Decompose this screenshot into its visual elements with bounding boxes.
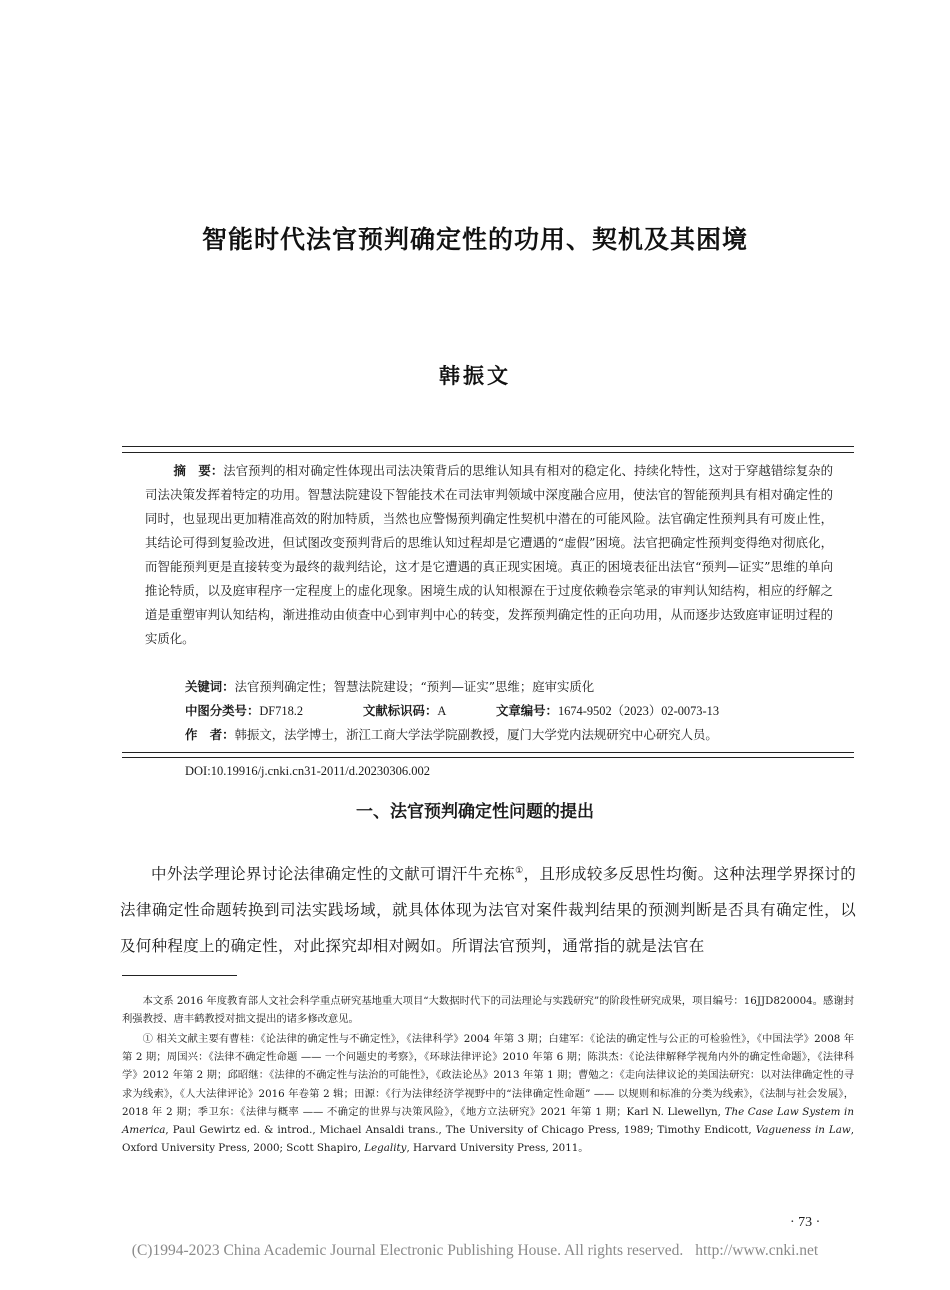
copyright-footer — [0, 1242, 950, 1260]
paper-title: 智能时代法官预判确定性的功用、契机及其困境 — [201, 225, 748, 254]
doc-code-label: 文献标识码： — [363, 703, 438, 718]
footnote-text: ① 相关文献主要有曹桂：《论法律的确定性与不确定性》，《法律科学》2004 年第 3 期；白建军：《论法的确定性与公正的可检验性》，《中国法学》2008 年第 2 期；周国兴：《法律不确定性命题 —— 一个问题史的考察》，《环球法律评论》2010 年第 6 期；陈洪杰：《论法律解释学视角内外的确定性命题》，《法律科学》2012 年第 2 期；邱昭继：《法律的不确定性与法治的可能性》，《政法论丛》2013 年第 1 期；曹勉之：《走向法律议论的美国法研究：以对法律确定性的寻求为线索》，《人大法律评论》2016 年卷第 2 辑；田源：《行为法律经济学视野中的“法律确定性命题” —— 以规则和标准的分类为线索》，《法制与社会发展》，2018 年 2 期；季卫东：《法律与概率 —— 不确定的世界与决策风险》，《地方立法研究》2021 年第 1 期；Karl N. Llewellyn, — [122, 1033, 854, 1118]
footnote-book-title: Vagueness in Law — [755, 1124, 851, 1137]
keywords — [185, 675, 594, 699]
footnote-book-title: The Case Law System in America — [122, 1105, 854, 1137]
doi: DOI:10.19916/j.cnki.cn31-2011/d.20230306.002 — [185, 764, 431, 778]
divider — [122, 452, 854, 453]
funding-note: 本文系 2016 年度教育部人文社会科学重点研究基地重大项目“大数据时代下的司法理论与实践研究”的阶段性研究成果，项目编号：16JJD820004。感谢封利强教授、唐丰鹤教授对拙文提出的诸多修改意见。 — [122, 995, 854, 1025]
footnote-text: , Harvard University Press, 2011。 — [406, 1142, 589, 1155]
footnote-divider — [122, 975, 237, 976]
footnote-text: , Paul Gewirtz ed. & introd., Michael Ansaldi trans., The University of Chicago Press, 1989; Timothy Endicott, — [165, 1124, 756, 1137]
divider — [122, 757, 854, 758]
author-note-label: 作 者： — [185, 727, 235, 742]
clc-label: 中图分类号： — [185, 703, 260, 718]
footnote-text: , Oxford University Press, 2000; Scott Shapiro, — [122, 1124, 854, 1155]
keywords-label: 关键词： — [185, 679, 235, 694]
article-number-label: 文章编号： — [496, 703, 558, 718]
cnki-link[interactable]: http://www.cnki.net — [695, 1242, 819, 1259]
abstract-text: 法官预判的相对确定性体现出司法决策背后的思维认知具有相对的稳定化、持续化特性，这对于穿越错综复杂的司法决策发挥着特定的功用。智慧法院建设下智能技术在司法审判领域中深度融合应用，使法官的智能预判具有相对确定性的同时，也显现出更加精准高效的附加特质，当然也应警惕预判确定性契机中潜在的可能风险。法官确定性预判具有可废止性，其结论可得到复验改进，但试图改变预判背后的思维认知过程却是它遭遇的“虚假”困境。法官把确定性预判变得绝对彻底化，而智能预判更是直接转变为最终的裁判结论，这才是它遭遇的真正现实困境。真正的困境表征出法官“预判—证实”思维的单向推论特质，以及庭审程序一定程度上的虚化现象。困境生成的认知根源在于过度依赖卷宗笔录的审判认知结构，相应的纾解之道是重塑审判认知结构，渐进推动由侦查中心到审判中心的转变，发挥预判确定性的正向功用，从而逐步达致庭审证明过程的实质化。 — [145, 463, 834, 646]
author-note — [185, 723, 718, 747]
body-paragraph — [120, 853, 856, 964]
article-number-value: 1674-9502（2023）02-0073-13 — [557, 704, 720, 718]
body-text-part: 中外法学理论界讨论法律确定性的文献可谓汗牛充栋 — [151, 865, 516, 884]
footnote-book-title: Legality — [364, 1142, 407, 1155]
author-note-text: 韩振文，法学博士，浙江工商大学法学院副教授，厦门大学党内法规研究中心研究人员。 — [234, 727, 718, 742]
footnote-ref[interactable]: ① — [515, 866, 524, 876]
author-name: 韩振文 — [439, 364, 511, 388]
doc-code-value: A — [437, 704, 447, 718]
body-text-part: ，且形成较多反思性均衡。这种法理学界探讨的法律确定性命题转换到司法实践场域，就具体体现为法官对案件裁判结果的预测判断是否具有确定性，以及何种程度上的确定性，对此探究却相对阙如。所谓法官预判，通常指的就是法官在 — [120, 865, 856, 956]
classification-line — [185, 699, 835, 723]
clc-value: DF718.2 — [259, 704, 304, 718]
keywords-text: 法官预判确定性；智慧法院建设；“预判—证实”思维；庭审实质化 — [234, 679, 595, 694]
page-number: · 73 · — [790, 1215, 821, 1230]
abstract — [145, 459, 833, 651]
divider — [122, 752, 854, 753]
copyright-notice: (C)1994-2023 China Academic Journal Electronic Publishing House. All rights reserved. — [131, 1242, 684, 1259]
section-heading: 一、法官预判确定性问题的提出 — [356, 802, 594, 822]
divider — [122, 446, 854, 447]
abstract-label: 摘 要： — [173, 463, 224, 478]
footnote-1 — [122, 1030, 854, 1157]
